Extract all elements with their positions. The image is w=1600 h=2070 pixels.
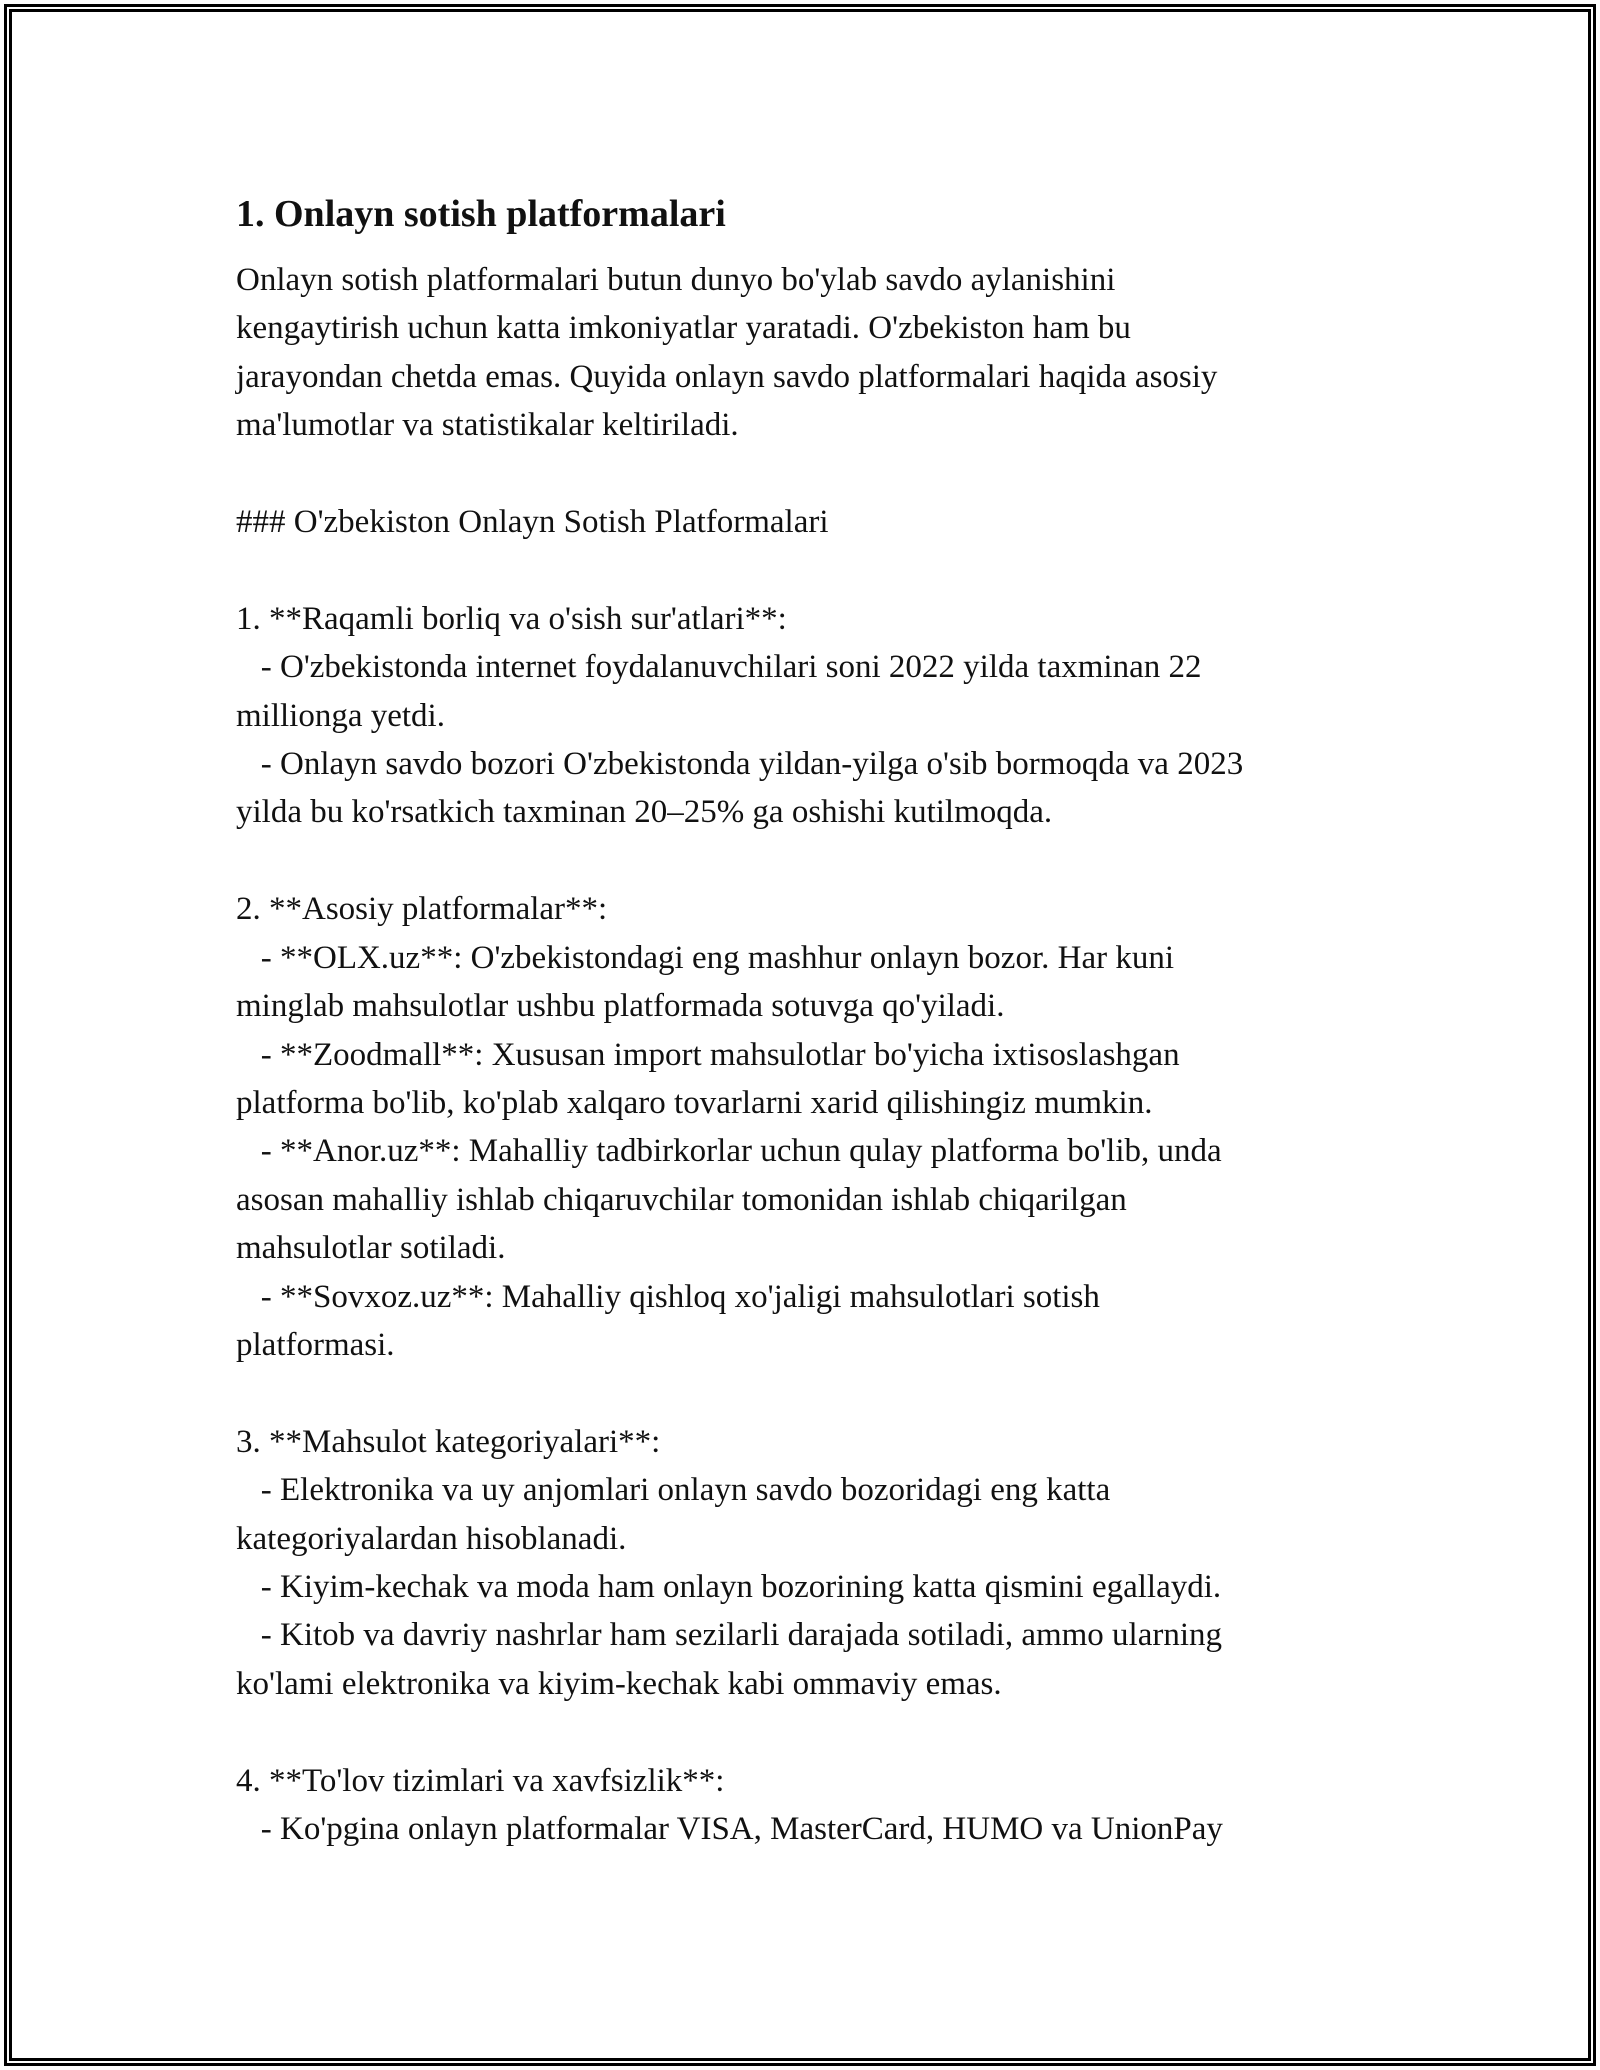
document-content — [236, 186, 1366, 1853]
section-heading: 1. Onlayn sotish platformalari — [236, 193, 726, 235]
body-text: Onlayn sotish platformalari butun dunyo bo'ylab savdo aylanishini kengaytirish uchun katta imkoniyatlar yaratadi. O'zbekiston ham bu jarayondan chetda emas. Quyida onlayn savdo platformalari haqida asosiy ma'lumotlar va statistikalar keltiriladi. ### O'zbekiston Onlayn Sotish Platformalari 1. **Raqamli borliq va o'sish sur'atlari**: - O'zbekistonda internet foydalanuvchilari soni 2022 yilda taxminan 22 millionga yetdi. - Onlayn savdo bozori O'zbekistonda yildan-yilga o'sib bormoqda va 2023 yilda bu ko'rsatkich taxminan 20–25% ga oshishi kutilmoqda. 2. **Asosiy platformalar**: - **OLX.uz**: O'zbekistondagi eng mashhur onlayn bozor. Har kuni minglab mahsulotlar ushbu platformada sotuvga qo'yiladi. - **Zoodmall**: Xususan import mahsulotlar bo'yicha ixtisoslashgan platforma bo'lib, ko'plab xalqaro tovarlarni xarid qilishingiz mumkin. - **Anor.uz**: Mahalliy tadbirkorlar uchun qulay platforma bo'lib, unda asosan mahalliy ishlab chiqaruvchilar tomonidan ishlab chiqarilgan mahsulotlar sotiladi. - **Sovxoz.uz**: Mahalliy qishloq xo'jaligi mahsulotlari sotish platformasi. 3. **Mahsulot kategoriyalari**: - Elektronika va uy anjomlari onlayn savdo bozoridagi eng katta kategoriyalardan hisoblanadi. - Kiyim-kechak va moda ham onlayn bozorining katta qismini egallaydi. - Kitob va davriy nashrlar ham sezilarli darajada sotiladi, ammo ularning ko'lami elektronika va kiyim-kechak kabi ommaviy emas. 4. **To'lov tizimlari va xavfsizlik**: - Ko'pgina onlayn platformalar VISA, MasterCard, HUMO va UnionPay — [236, 262, 1244, 1847]
